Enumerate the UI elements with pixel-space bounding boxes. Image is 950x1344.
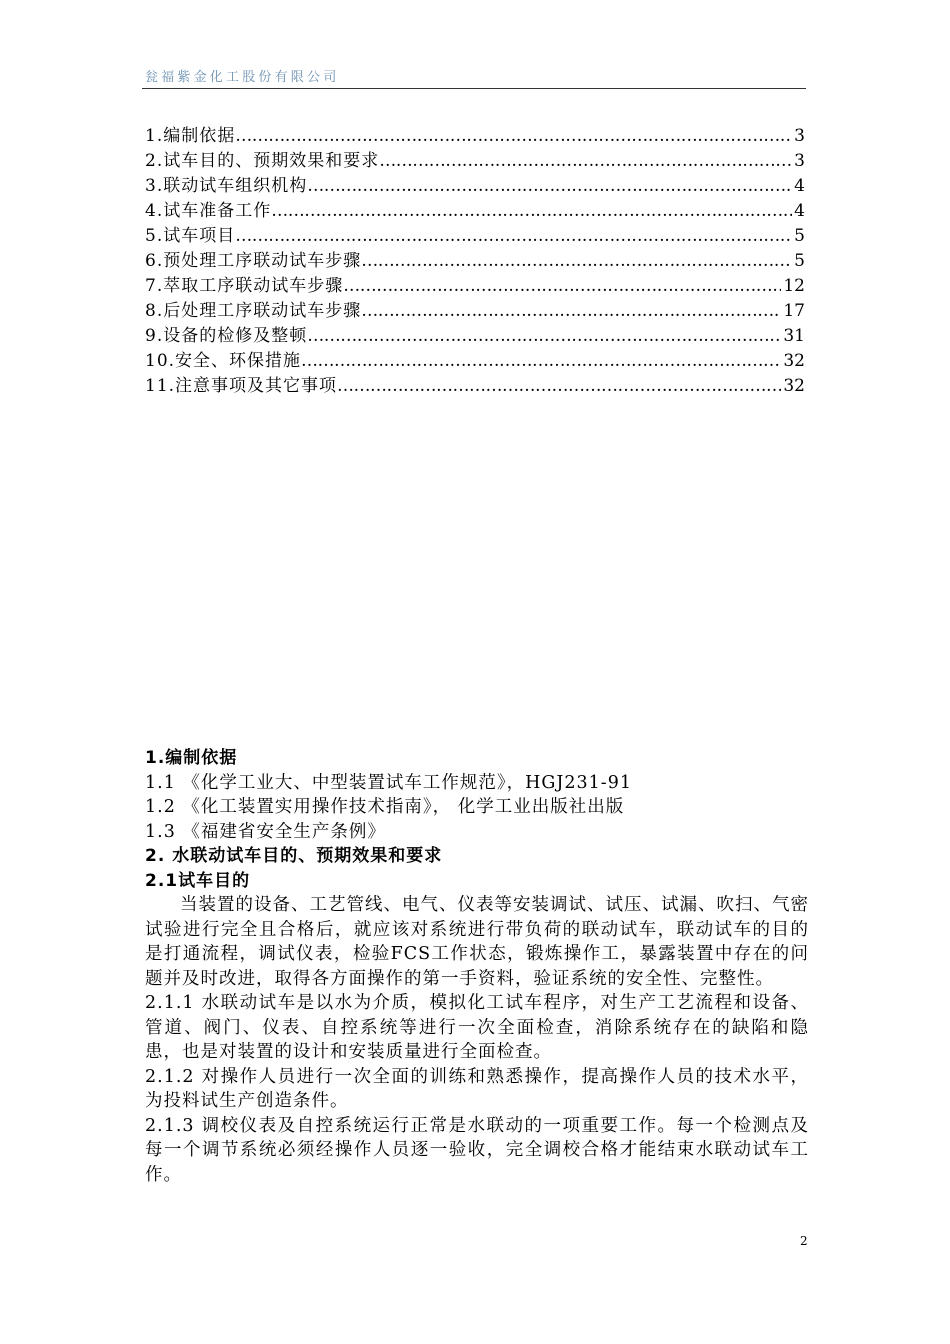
paragraph-2-1-3: 2.1.3 调校仪表及自控系统运行正常是水联动的一项重要工作。每一个检测点及每一个调节系统必须经操作人员逐一验收，完全调校合格才能结束水联动试车工作。 xyxy=(145,1115,809,1185)
section-2-1-heading: 2.1试车目的 xyxy=(145,870,251,891)
toc-entry-page: 32 xyxy=(783,376,805,396)
toc-entry-title: 4.试车准备工作 xyxy=(145,201,272,221)
toc-entry[interactable] xyxy=(145,299,805,324)
toc-leader xyxy=(361,249,792,274)
toc-entry[interactable] xyxy=(145,224,805,249)
toc-entry[interactable] xyxy=(145,324,805,349)
toc-entry[interactable] xyxy=(145,149,805,174)
toc-entry[interactable] xyxy=(145,124,805,149)
reference-item: 1.3 《福建省安全生产条例》 xyxy=(145,821,386,842)
toc-entry-page: 17 xyxy=(783,301,805,321)
section-1-heading: 1.编制依据 xyxy=(145,748,238,768)
page-number: 2 xyxy=(800,1234,808,1248)
toc-entry-page: 3 xyxy=(794,151,805,171)
section-2-1-intro: 当装置的设备、工艺管线、电气、仪表等安装调试、试压、试漏、吹扫、气密试验进行完全且合格后，就应该对系统进行带负荷的联动试车，联动试车的目的是打通流程，调试仪表，检验FCS工作状态，锻炼操作工，暴露装置中存在的问题并及时改进，取得各方面操作的第一手资料，验证系统的安全性、完整性。 xyxy=(145,895,809,989)
toc-entry-page: 12 xyxy=(783,276,805,296)
reference-item: 1.2 《化工装置实用操作技术指南》， 化学工业出版社出版 xyxy=(145,797,625,817)
toc-leader xyxy=(307,324,781,349)
toc-entry[interactable] xyxy=(145,174,805,199)
toc-entry-page: 4 xyxy=(794,176,805,196)
toc-entry-page: 32 xyxy=(783,351,805,371)
toc-entry-page: 5 xyxy=(794,226,805,246)
toc-entry[interactable] xyxy=(145,349,805,374)
toc-entry[interactable] xyxy=(145,199,805,224)
toc-entry-title: 10.安全、环保措施 xyxy=(145,351,302,371)
toc-entry-page: 5 xyxy=(794,251,805,271)
section-2-heading: 2. 水联动试车目的、预期效果和要求 xyxy=(145,846,443,866)
toc-leader xyxy=(301,349,781,374)
toc-entry[interactable] xyxy=(145,274,805,299)
toc-leader xyxy=(235,224,792,249)
toc-entry-page: 31 xyxy=(783,326,805,346)
toc-entry-title: 11.注意事项及其它事项 xyxy=(145,376,338,396)
toc-leader xyxy=(271,199,792,224)
toc-entry-title: 7.萃取工序联动试车步骤 xyxy=(145,276,344,296)
toc-leader xyxy=(379,149,792,174)
document-body xyxy=(145,746,809,1187)
paragraph-2-1-2: 2.1.2 对操作人员进行一次全面的训练和熟悉操作，提高操作人员的技术水平，为投料试生产创造条件。 xyxy=(145,1066,809,1111)
paragraph-2-1-1: 2.1.1 水联动试车是以水为介质，模拟化工试车程序，对生产工艺流程和设备、管道、阀门、仪表、自控系统等进行一次全面检查，消除系统存在的缺陷和隐患，也是对装置的设计和安装质量进行全面检查。 xyxy=(145,993,809,1062)
toc-entry-title: 2.试车目的、预期效果和要求 xyxy=(145,151,380,171)
company-name: 瓮福紫金化工股份有限公司 xyxy=(145,70,340,85)
reference-item: 1.1 《化学工业大、中型装置试车工作规范》，HGJ231-91 xyxy=(145,772,632,793)
toc-entry-title: 6.预处理工序联动试车步骤 xyxy=(145,251,362,271)
toc-leader xyxy=(307,174,792,199)
toc-entry-title: 8.后处理工序联动试车步骤 xyxy=(145,301,362,321)
toc-entry-page: 4 xyxy=(794,201,805,221)
toc-entry-page: 3 xyxy=(794,126,805,146)
toc-entry-title: 9.设备的检修及整顿 xyxy=(145,326,308,346)
toc-leader xyxy=(343,274,781,299)
toc-leader xyxy=(337,374,781,399)
toc-leader xyxy=(361,299,781,324)
toc-entry-title: 3.联动试车组织机构 xyxy=(145,176,308,196)
toc-entry-title: 5.试车项目 xyxy=(145,226,236,246)
table-of-contents xyxy=(145,124,805,399)
page-header xyxy=(142,64,806,89)
toc-entry[interactable] xyxy=(145,374,805,399)
toc-entry-title: 1.编制依据 xyxy=(145,126,236,146)
toc-entry[interactable] xyxy=(145,249,805,274)
toc-leader xyxy=(235,124,792,149)
